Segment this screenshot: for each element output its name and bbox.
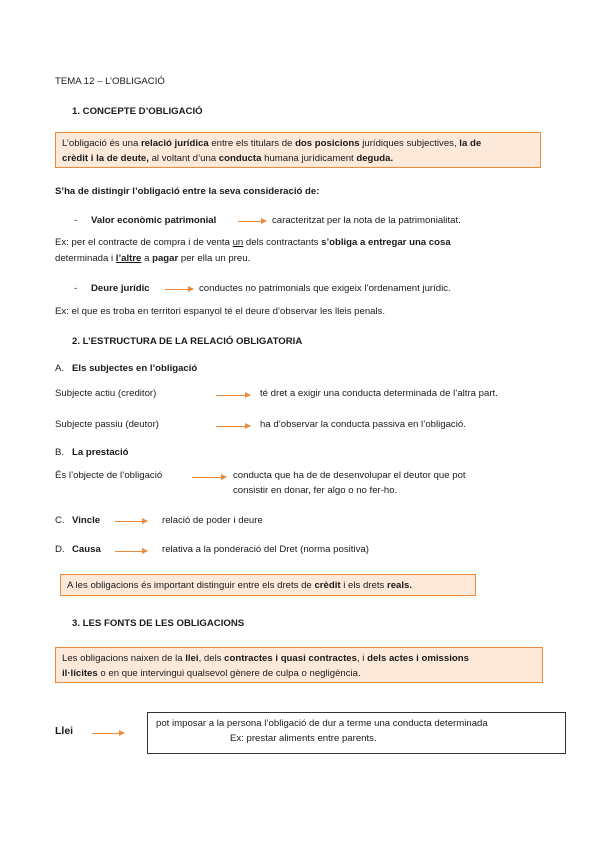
arrow-right-icon: [238, 221, 266, 222]
text-run: determinada: [55, 253, 111, 264]
text-run: un: [232, 237, 244, 248]
subsection-d-letter: D.: [55, 544, 65, 555]
text-run: , i: [356, 653, 368, 664]
text-run: l’altre: [115, 253, 142, 264]
document-title: TEMA 12 – L’OBLIGACIÓ: [55, 76, 165, 87]
text-run: crèdit: [314, 580, 341, 591]
rights-note-text: [67, 578, 469, 593]
llei-box: [147, 712, 566, 754]
item2-label: Deure jurídic: [91, 283, 150, 294]
example1-line-1: [55, 237, 451, 248]
example2-text: Ex: el que es troba en territori espanyol té el deure d’observar les lleis penals.: [55, 306, 386, 317]
text-run: s’obliga a entregar una cosa: [321, 237, 451, 248]
item1-dash: -: [74, 215, 78, 226]
section-1-heading: 1. CONCEPTE D’OBLIGACIÓ: [72, 106, 203, 117]
text-run: contractes i quasi contractes: [224, 653, 357, 664]
text-run: a: [141, 253, 153, 264]
section-3-heading: 3. LES FONTS DE LES OBLIGACIONS: [72, 618, 245, 629]
text-run: crèdit i la de deute,: [62, 153, 149, 164]
subsection-c-letter: C.: [55, 515, 65, 526]
active-subject-label: Subjecte actiu (creditor): [55, 388, 157, 399]
text-run: reals.: [386, 580, 413, 591]
item2-description: conductes no patrimonials que exigeix l’ordenament jurídic.: [199, 283, 451, 294]
subsection-a-letter: A.: [55, 363, 65, 374]
text-run: , dels: [198, 653, 225, 664]
distinguish-text: S’ha de distingir l’obligació entre la seva consideració de:: [55, 186, 320, 197]
text-run: la de: [459, 138, 482, 149]
subsection-c-title: Vincle: [72, 515, 101, 526]
text-run: L’obligació és una: [62, 138, 141, 149]
sources-line-1: [62, 651, 536, 666]
item1-label: Valor econòmic patrimonial: [91, 215, 217, 226]
subsection-d-title: Causa: [72, 544, 101, 555]
prestacio-desc-line-2: consistir en donar, fer algo o no fer-ho.: [233, 485, 398, 496]
causa-desc: relativa a la ponderació del Dret (norma positiva): [162, 544, 369, 555]
arrow-right-icon: [216, 426, 250, 427]
arrow-right-icon: [115, 521, 147, 522]
text-run: Ex: per el contracte de compra i de venta: [55, 237, 233, 248]
passive-subject-label: Subjecte passiu (deutor): [55, 419, 159, 430]
sources-line-2: [62, 666, 536, 681]
text-run: i: [111, 253, 116, 264]
text-run: per ella un preu.: [178, 253, 251, 264]
text-run: entre els titulars de: [208, 138, 296, 149]
section-2-heading: 2. L’ESTRUCTURA DE LA RELACIÓ OBLIGATORIA: [72, 336, 303, 347]
llei-line-1: pot imposar a la persona l’obligació de dur a terme una conducta determinada: [156, 718, 488, 729]
text-run: dels actes i omissions: [367, 653, 469, 664]
text-run: al voltant d’una: [148, 153, 219, 164]
rights-note-box: [60, 574, 476, 596]
item1-description: caracteritzat per la nota de la patrimonialitat.: [272, 215, 461, 226]
text-run: llei: [185, 653, 199, 664]
concept-line-2: [62, 151, 534, 166]
text-run: il·lícites: [62, 668, 98, 679]
sources-box: [55, 647, 543, 683]
item2-dash: -: [74, 283, 78, 294]
text-run: dels contractants: [243, 237, 322, 248]
subsection-b-letter: B.: [55, 447, 65, 458]
arrow-right-icon: [165, 289, 193, 290]
passive-subject-desc: ha d’observar la conducta passiva en l’obligació.: [260, 419, 466, 430]
arrow-right-icon: [115, 551, 147, 552]
llei-line-2: Ex: prestar aliments entre parents.: [230, 733, 377, 744]
llei-label: Llei: [55, 725, 74, 737]
text-run: deguda.: [356, 153, 394, 164]
vincle-desc: relació de poder i deure: [162, 515, 263, 526]
text-run: dos posicions: [295, 138, 360, 149]
text-run: conducta: [218, 153, 262, 164]
subsection-a-title: Els subjectes en l’obligació: [72, 363, 198, 374]
text-run: humana jurídicament: [261, 153, 357, 164]
text-run: o en que intervingui qualsevol gènere de culpa o negligència.: [97, 668, 361, 679]
concept-line-1: [62, 136, 534, 151]
text-run: Les obligacions naixen de la: [62, 653, 186, 664]
prestacio-desc-line-1: conducta que ha de de desenvolupar el deutor que pot: [233, 470, 466, 481]
example1-line-2: [55, 253, 250, 264]
concept-definition-box: [55, 132, 541, 168]
text-run: i els drets: [340, 580, 387, 591]
text-run: relació jurídica: [140, 138, 209, 149]
arrow-right-icon: [216, 395, 250, 396]
subsection-b-title: La prestació: [72, 447, 129, 458]
prestacio-label: És l’objecte de l’obligació: [55, 470, 163, 481]
text-run: jurídiques subjectives,: [359, 138, 460, 149]
arrow-right-icon: [92, 733, 124, 734]
arrow-right-icon: [192, 477, 226, 478]
text-run: A les obligacions és important distinguir entre els drets de: [67, 580, 315, 591]
active-subject-desc: té dret a exigir una conducta determinada de l’altra part.: [260, 388, 498, 399]
text-run: pagar: [152, 253, 179, 264]
